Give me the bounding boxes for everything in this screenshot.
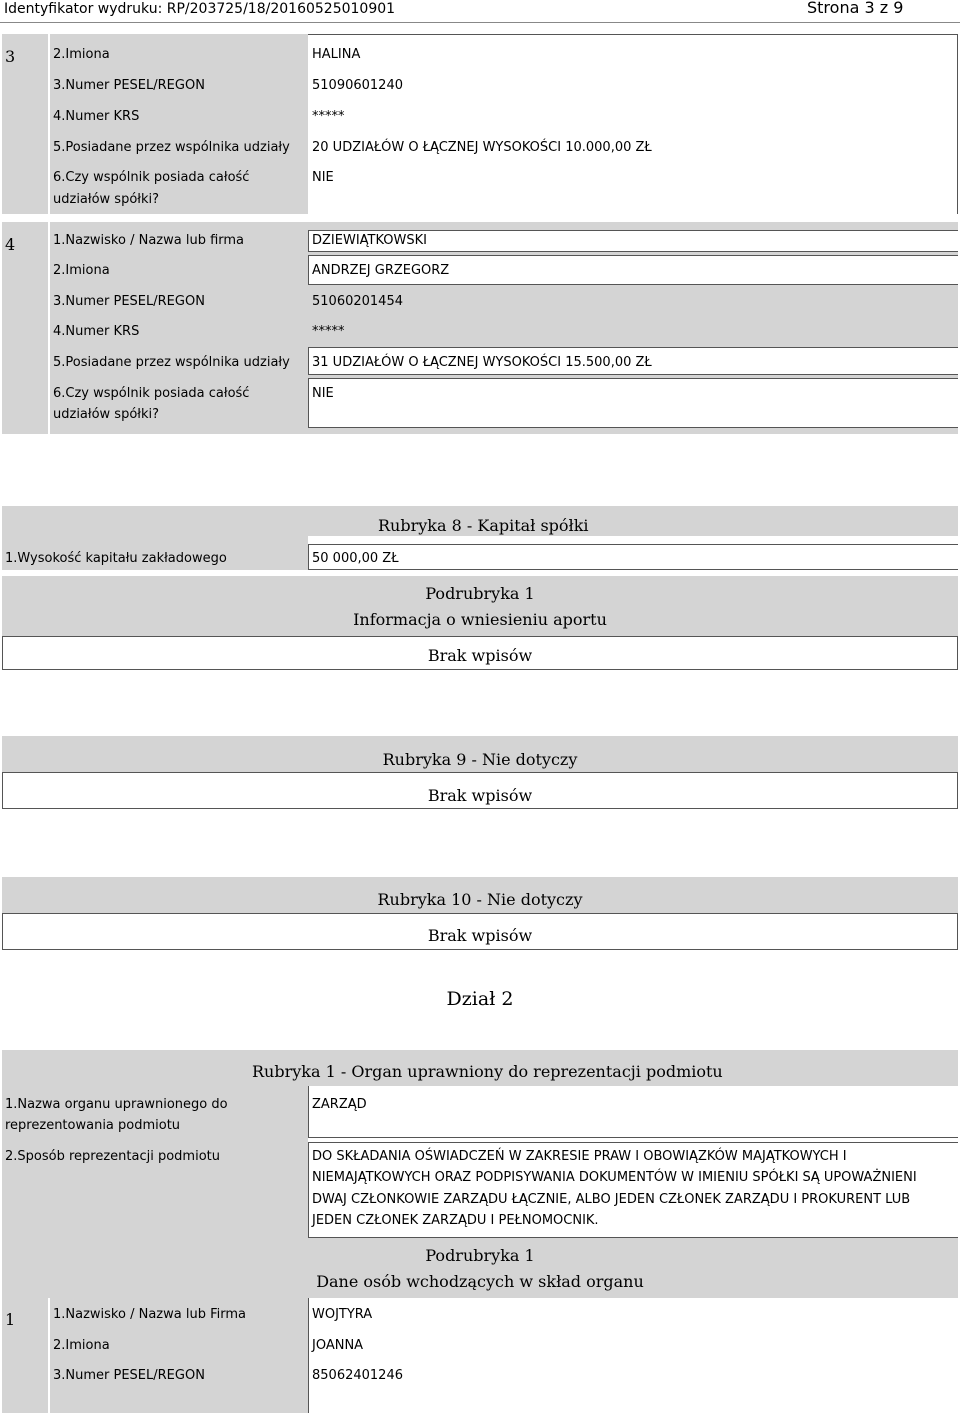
empty-entries-text: Brak wpisów (427, 646, 533, 665)
organ-label-line1: 1.Nazwa organu uprawnionego do (5, 1097, 228, 1112)
pesel-label: 3.Numer PESEL/REGON (53, 294, 205, 309)
nazwisko-label: 1.Nazwisko / Nazwa lub firma (53, 233, 245, 248)
header-rule (0, 22, 960, 23)
udzialy-label: 5.Posiadane przez wspólnika udziały (53, 355, 290, 370)
sposob-value-line: DO SKŁADANIA OŚWIADCZEŃ W ZAKRESIE PRAW I OBOWIĄZKÓW MAJĄTKOWYCH I (312, 1149, 847, 1164)
member-value-column (308, 1298, 958, 1413)
imiona-label: 2.Imiona (53, 263, 110, 278)
pesel-value: 51090601240 (312, 78, 403, 93)
member-pesel-label: 3.Numer PESEL/REGON (53, 1368, 205, 1383)
imiona-value: HALINA (312, 47, 361, 62)
calosc-label-line1: 6.Czy wspólnik posiada całość (53, 170, 250, 185)
organ-label-line2: reprezentowania podmiotu (5, 1118, 181, 1133)
member-imiona-value: JOANNA (312, 1338, 364, 1353)
krs-value: ***** (312, 109, 345, 124)
calosc-label-line2: udziałów spółki? (53, 192, 160, 207)
kapital-label: 1.Wysokość kapitału zakładowego (5, 551, 227, 566)
udzialy-value: 20 UDZIAŁÓW O ŁĄCZNEJ WYSOKOŚCI 10.000,00 ZŁ (312, 140, 652, 155)
calosc-value: NIE (312, 170, 334, 185)
udzialy-label: 5.Posiadane przez wspólnika udziały (53, 140, 290, 155)
section-title: Rubryka 8 - Kapitał spółki (378, 516, 589, 535)
sposob-label: 2.Sposób reprezentacji podmiotu (5, 1149, 220, 1164)
member-nazwisko-value: WOJTYRA (312, 1307, 373, 1322)
partner-number: 4 (5, 235, 16, 254)
sposob-value-line: NIEMAJĄTKOWYCH ORAZ PODPISYWANIA DOKUMENTÓW W IMIENIU SPÓŁKI SĄ UPOWAŻNIENI (312, 1170, 917, 1185)
member-number: 1 (5, 1310, 16, 1329)
calosc-label-line2: udziałów spółki? (53, 407, 160, 422)
podrubryka-subtitle: Informacja o wniesieniu aportu (353, 610, 607, 629)
empty-entries-text: Brak wpisów (427, 926, 533, 945)
calosc-value-cell (308, 378, 958, 428)
section-title: Rubryka 9 - Nie dotyczy (382, 750, 578, 769)
member-imiona-label: 2.Imiona (53, 1338, 110, 1353)
page-number: Strona 3 z 9 (807, 0, 904, 17)
calosc-label-line1: 6.Czy wspólnik posiada całość (53, 386, 250, 401)
kapital-value: 50 000,00 ZŁ (312, 551, 399, 566)
print-identifier: Identyfikator wydruku: RP/203725/18/20160525010901 (4, 1, 396, 17)
value-column-frame (308, 34, 958, 214)
member-nazwisko-label: 1.Nazwisko / Nazwa lub Firma (53, 1307, 246, 1322)
pesel-label: 3.Numer PESEL/REGON (53, 78, 205, 93)
podrubryka-title: Podrubryka 1 (425, 584, 535, 603)
partner-number: 3 (5, 47, 16, 66)
sposob-value-line: JEDEN CZŁONEK ZARZĄDU I PEŁNOMOCNIK. (312, 1213, 599, 1228)
kapital-value-cell (308, 544, 958, 570)
nazwisko-value: DZIEWIĄTKOWSKI (312, 233, 427, 248)
podrubryka-subtitle: Dane osób wchodzących w skład organu (316, 1272, 644, 1291)
organ-value: ZARZĄD (312, 1097, 367, 1112)
udzialy-value: 31 UDZIAŁÓW O ŁĄCZNEJ WYSOKOŚCI 15.500,00 ZŁ (312, 355, 652, 370)
krs-label: 4.Numer KRS (53, 324, 140, 339)
pesel-value: 51060201454 (312, 294, 403, 309)
krs-label: 4.Numer KRS (53, 109, 140, 124)
sposob-value-line: DWAJ CZŁONKOWIE ZARZĄDU ŁĄCZNIE, ALBO JEDEN CZŁONEK ZARZĄDU I PROKURENT LUB (312, 1192, 911, 1207)
calosc-value: NIE (312, 386, 334, 401)
imiona-label: 2.Imiona (53, 47, 110, 62)
section-title: Rubryka 10 - Nie dotyczy (377, 890, 583, 909)
dzial-title: Dział 2 (446, 988, 514, 1010)
organ-value-cell (308, 1086, 958, 1138)
section-title: Rubryka 1 - Organ uprawniony do reprezentacji podmiotu (252, 1062, 723, 1081)
krs-value: ***** (312, 324, 345, 339)
member-pesel-value: 85062401246 (312, 1368, 403, 1383)
empty-entries-text: Brak wpisów (427, 786, 533, 805)
podrubryka-title: Podrubryka 1 (425, 1246, 535, 1265)
imiona-value: ANDRZEJ GRZEGORZ (312, 263, 450, 278)
